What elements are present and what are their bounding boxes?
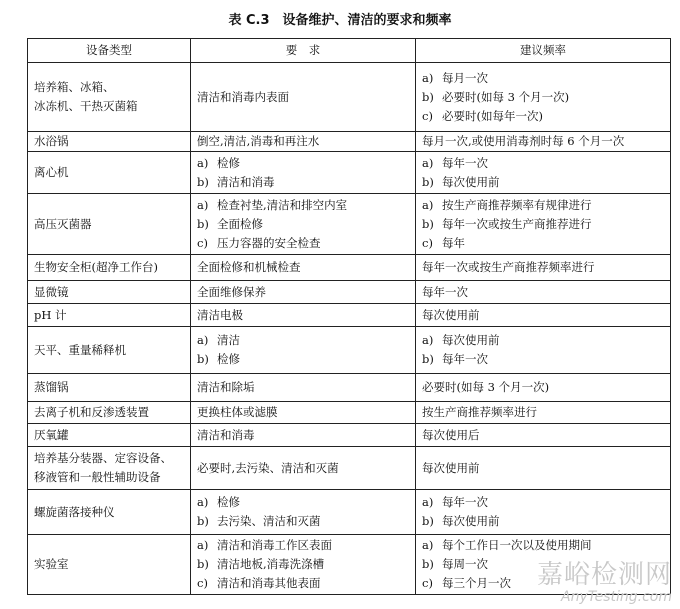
item-marker: a) <box>197 155 209 170</box>
item-text: 清洁和除垢 <box>197 380 255 394</box>
item-text: 清洁和消毒内表面 <box>197 89 289 104</box>
item-text: 倒空,清洁,消毒和再注水 <box>197 134 320 148</box>
frequency-item <box>422 196 664 215</box>
requirement-item <box>197 493 409 512</box>
frequency-item <box>422 331 664 350</box>
item-text: 检查衬垫,清洁和排空内室 <box>217 197 348 212</box>
table-row <box>28 447 671 490</box>
item-text: 清洁和消毒工作区表面 <box>217 538 332 552</box>
equipment-type: 培养基分装器、定容设备、 <box>34 451 172 465</box>
requirement-cell <box>191 152 416 194</box>
frequency-item <box>422 154 664 173</box>
item-text: 压力容器的安全检查 <box>217 235 321 250</box>
item-marker: b) <box>422 514 434 528</box>
frequency-item <box>422 378 664 397</box>
item-text: 每年一次 <box>442 352 488 366</box>
item-text: 去污染、清洁和灭菌 <box>217 514 321 528</box>
requirement-item <box>197 512 409 531</box>
item-text: 每个工作日一次以及使用期间 <box>442 538 592 552</box>
requirement-item <box>197 88 409 107</box>
equipment-type: 高压灭菌器 <box>34 216 92 231</box>
requirement-item <box>197 196 409 215</box>
frequency-item <box>422 173 664 192</box>
table-row <box>28 63 671 132</box>
requirement-cell <box>191 402 416 424</box>
requirement-cell <box>191 132 416 152</box>
requirement-item <box>197 574 409 593</box>
item-text: 每周一次 <box>442 557 488 571</box>
item-text: 清洁和消毒 <box>217 174 275 189</box>
table-row <box>28 374 671 402</box>
requirement-item <box>197 350 409 369</box>
equipment-type-cell <box>28 152 191 194</box>
frequency-cell <box>416 374 671 402</box>
equipment-type-cell <box>28 327 191 374</box>
table-row <box>28 490 671 535</box>
item-text: 每次使用前 <box>442 514 500 528</box>
item-marker: b) <box>422 352 434 366</box>
header-requirement: 要 求 <box>191 39 416 63</box>
item-text: 清洁地板,消毒洗涤槽 <box>217 557 325 571</box>
frequency-cell <box>416 490 671 535</box>
item-marker: a) <box>197 333 209 347</box>
frequency-item <box>422 132 664 151</box>
equipment-type: 蒸馏锅 <box>34 380 69 394</box>
requirement-cell <box>191 535 416 595</box>
table-row <box>28 304 671 327</box>
item-text: 全面检修 <box>217 216 263 231</box>
frequency-item <box>422 215 664 234</box>
item-text: 每次使用后 <box>422 427 480 442</box>
item-text: 必要时(如每年一次) <box>442 108 543 123</box>
item-marker: c) <box>422 235 433 250</box>
requirement-item <box>197 132 409 151</box>
frequency-item <box>422 403 664 422</box>
table-row <box>28 281 671 304</box>
watermark-en: AnyTesting.com <box>561 589 672 605</box>
item-text: 更换柱体或滤膜 <box>197 405 278 419</box>
item-text: 清洁 <box>217 333 240 347</box>
item-marker: b) <box>197 557 209 571</box>
equipment-type-cell <box>28 402 191 424</box>
equipment-type-cell <box>28 304 191 327</box>
requirement-cell <box>191 304 416 327</box>
frequency-cell <box>416 152 671 194</box>
equipment-type: 生物安全柜(超净工作台) <box>34 260 158 274</box>
item-text: 每次使用前 <box>442 333 500 347</box>
equipment-type: 去离子机和反渗透装置 <box>34 405 149 419</box>
frequency-cell <box>416 447 671 490</box>
requirement-cell <box>191 281 416 304</box>
equipment-type: 厌氧罐 <box>34 427 69 442</box>
equipment-type-cell <box>28 535 191 595</box>
header-equipment-type: 设备类型 <box>28 39 191 63</box>
maintenance-table <box>27 38 671 595</box>
item-marker: a) <box>422 197 434 212</box>
requirement-item <box>197 536 409 555</box>
item-marker: b) <box>197 216 209 231</box>
item-text: 每年一次 <box>442 495 488 509</box>
requirement-item <box>197 555 409 574</box>
frequency-cell <box>416 304 671 327</box>
requirement-cell <box>191 63 416 132</box>
equipment-type: 离心机 <box>34 165 69 179</box>
frequency-item <box>422 493 664 512</box>
requirement-item <box>197 154 409 173</box>
item-marker: b) <box>422 89 434 104</box>
item-text: 检修 <box>217 495 240 509</box>
requirement-cell <box>191 255 416 281</box>
requirement-cell <box>191 374 416 402</box>
item-marker: c) <box>422 108 433 123</box>
frequency-item <box>422 350 664 369</box>
item-text: 每月一次 <box>442 70 488 85</box>
equipment-type: 螺旋菌落接种仪 <box>34 504 115 519</box>
item-text: 按生产商推荐频率进行 <box>422 405 537 419</box>
equipment-type: 培养箱、冰箱、 <box>34 80 115 94</box>
item-marker: b) <box>197 352 209 366</box>
watermark <box>537 561 672 605</box>
requirement-item <box>197 331 409 350</box>
item-text: 全面检修和机械检查 <box>197 260 301 274</box>
item-marker: c) <box>197 235 208 250</box>
frequency-item <box>422 426 664 445</box>
frequency-cell <box>416 194 671 255</box>
requirement-cell <box>191 327 416 374</box>
item-marker: a) <box>197 495 209 509</box>
requirement-item <box>197 215 409 234</box>
item-text: 每三个月一次 <box>442 576 511 590</box>
requirement-cell <box>191 447 416 490</box>
equipment-type: 冰冻机、干热灭菌箱 <box>34 99 138 113</box>
item-marker: b) <box>422 216 434 231</box>
frequency-item <box>422 234 664 253</box>
requirement-item <box>197 306 409 325</box>
item-text: 检修 <box>217 352 240 366</box>
table-row <box>28 255 671 281</box>
equipment-type-cell <box>28 374 191 402</box>
item-text: 每年一次或按生产商推荐频率进行 <box>422 260 595 274</box>
header-row <box>28 39 671 63</box>
requirement-item <box>197 283 409 302</box>
equipment-type: 显微镜 <box>34 284 69 299</box>
item-text: 清洁电极 <box>197 307 243 322</box>
item-text: 每月一次,或使用消毒剂时每 6 个月一次 <box>422 134 625 148</box>
table-row <box>28 402 671 424</box>
item-marker: a) <box>422 538 434 552</box>
table-row <box>28 194 671 255</box>
item-marker: b) <box>422 557 434 571</box>
equipment-type-cell <box>28 424 191 447</box>
item-text: 每次使用前 <box>442 174 500 189</box>
item-marker: a) <box>197 197 209 212</box>
item-marker: a) <box>197 538 209 552</box>
frequency-item <box>422 258 664 277</box>
frequency-item <box>422 459 664 478</box>
requirement-cell <box>191 424 416 447</box>
equipment-type-cell <box>28 447 191 490</box>
item-text: 全面维修保养 <box>197 284 266 299</box>
equipment-type: 水浴锅 <box>34 134 69 148</box>
item-text: 每年 <box>442 235 465 250</box>
frequency-cell <box>416 132 671 152</box>
frequency-item <box>422 306 664 325</box>
equipment-type-cell <box>28 132 191 152</box>
equipment-type: 实验室 <box>34 557 69 571</box>
equipment-type-cell <box>28 194 191 255</box>
equipment-type-cell <box>28 255 191 281</box>
requirement-item <box>197 234 409 253</box>
item-text: 必要时(如每 3 个月一次) <box>442 89 570 104</box>
item-marker: b) <box>197 174 209 189</box>
header-frequency: 建议频率 <box>416 39 671 63</box>
equipment-type-cell <box>28 490 191 535</box>
frequency-cell <box>416 255 671 281</box>
frequency-item <box>422 283 664 302</box>
item-marker: a) <box>422 333 434 347</box>
table-row <box>28 327 671 374</box>
requirement-item <box>197 173 409 192</box>
requirement-cell <box>191 194 416 255</box>
item-text: 清洁和消毒其他表面 <box>217 576 321 590</box>
equipment-type: pH 计 <box>34 307 67 322</box>
item-text: 按生产商推荐频率有规律进行 <box>442 197 592 212</box>
frequency-item <box>422 69 664 88</box>
item-marker: c) <box>197 576 208 590</box>
item-marker: a) <box>422 495 434 509</box>
item-marker: a) <box>422 70 434 85</box>
requirement-item <box>197 459 409 478</box>
watermark-cn: 嘉峪检测网 <box>536 560 672 590</box>
frequency-cell <box>416 281 671 304</box>
table-row <box>28 424 671 447</box>
frequency-item <box>422 512 664 531</box>
requirement-item <box>197 258 409 277</box>
requirement-cell <box>191 490 416 535</box>
table-row <box>28 152 671 194</box>
item-text: 必要时,去污染、清洁和灭菌 <box>197 460 339 475</box>
item-text: 必要时(如每 3 个月一次) <box>422 380 550 394</box>
frequency-cell <box>416 402 671 424</box>
item-text: 清洁和消毒 <box>197 427 255 442</box>
item-text: 检修 <box>217 155 240 170</box>
requirement-item <box>197 378 409 397</box>
item-text: 每年一次或按生产商推荐进行 <box>442 216 592 231</box>
equipment-type-cell <box>28 63 191 132</box>
equipment-type: 移液管和一般性辅助设备 <box>34 470 161 484</box>
equipment-type: 天平、重量稀释机 <box>34 342 126 357</box>
item-marker: a) <box>422 155 434 170</box>
item-text: 每年一次 <box>422 284 468 299</box>
equipment-type-cell <box>28 281 191 304</box>
item-text: 每年一次 <box>442 155 488 170</box>
frequency-cell <box>416 63 671 132</box>
frequency-item <box>422 107 664 126</box>
item-marker: c) <box>422 576 433 590</box>
item-marker: b) <box>197 514 209 528</box>
item-text: 每次使用前 <box>422 460 480 475</box>
item-text: 每次使用前 <box>422 307 480 322</box>
table-title: 表 C.3 设备维护、清洁的要求和频率 <box>228 13 452 28</box>
frequency-item <box>422 88 664 107</box>
frequency-cell <box>416 424 671 447</box>
requirement-item <box>197 426 409 445</box>
table-row <box>28 132 671 152</box>
frequency-cell <box>416 327 671 374</box>
item-marker: b) <box>422 174 434 189</box>
requirement-item <box>197 403 409 422</box>
frequency-item <box>422 536 664 555</box>
